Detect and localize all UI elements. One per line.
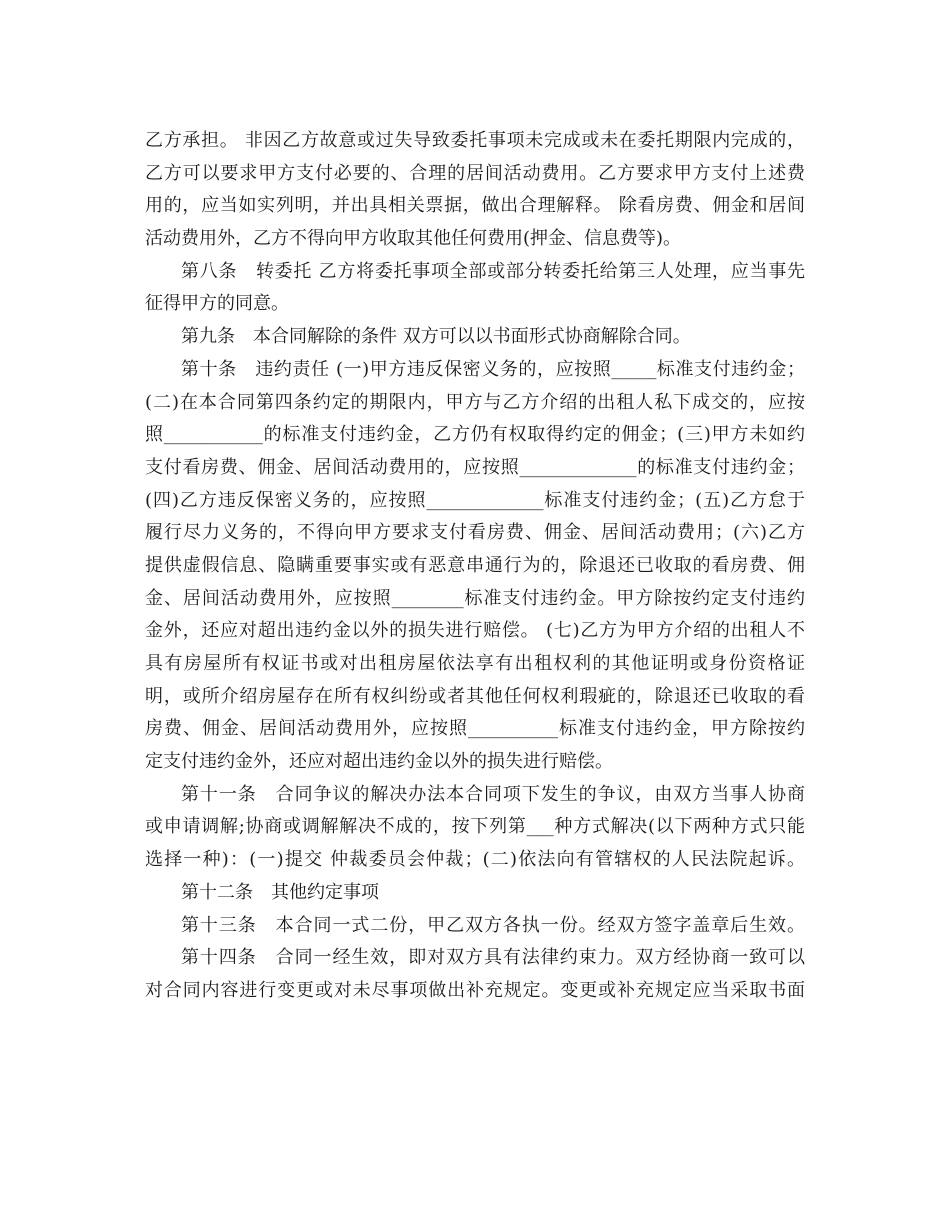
contract-text-line: 活动费用外，乙方不得向甲方收取其他任何费用(押金、信息费等)。 <box>145 228 682 250</box>
contract-text-line: 征得甲方的同意。 <box>145 293 289 315</box>
contract-text-line: 用的，应当如实列明，并出具相关票据，做出合理解释。 除看房费、佣金和居间 <box>145 195 805 217</box>
contract-text-line: 第十二条 其他约定事项 <box>181 881 379 903</box>
contract-text-line: 支付看房费、佣金、居间活动费用的，应按照_____________的标准支付违约金； <box>145 456 805 478</box>
contract-text-line: 金、居间活动费用外，应按照________标准支付违约金。甲方除按约定支付违约 <box>145 587 805 609</box>
contract-text-line: 乙方可以要求甲方支付必要的、合理的居间活动费用。乙方要求甲方支付上述费 <box>145 162 805 184</box>
contract-text-line: (二)在本合同第四条约定的期限内，甲方与乙方介绍的出租人私下成交的，应按 <box>145 391 805 413</box>
contract-text-line: 第九条 本合同解除的条件 双方可以以书面形式协商解除合同。 <box>181 326 691 348</box>
contract-text-line: 或申请调解;协商或调解解决不成的，按下列第___种方式解决(以下两种方式只能 <box>145 816 805 838</box>
contract-text-line: 第八条 转委托 乙方将委托事项全部或部分转委托给第三人处理，应当事先 <box>181 260 805 282</box>
contract-text-line: 第十三条 本合同一式二份，甲乙双方各执一份。经双方签字盖章后生效。 <box>181 914 805 936</box>
contract-text-line: 提供虚假信息、隐瞒重要事实或有恶意串通行为的，除退还已收取的看房费、佣 <box>145 554 805 576</box>
contract-text-line: 定支付违约金外，还应对超出违约金以外的损失进行赔偿。 <box>145 751 613 773</box>
contract-text-line: 明，或所介绍房屋存在所有权纠纷或者其他任何权利瑕疵的，除退还已收取的看 <box>145 685 805 707</box>
contract-text-line: 乙方承担。 非因乙方故意或过失导致委托事项未完成或未在委托期限内完成的， <box>145 130 805 151</box>
contract-text-line: 第十条 违约责任 (一)甲方违反保密义务的，应按照_____标准支付违约金； <box>181 358 805 380</box>
contract-text-line: 金外，还应对超出违约金以外的损失进行赔偿。 (七)乙方为甲方介绍的出租人不 <box>145 620 805 642</box>
contract-text-line: 第十一条 合同争议的解决办法本合同项下发生的争议，由双方当事人协商 <box>181 783 805 805</box>
contract-text-line: 对合同内容进行变更或对未尽事项做出补充规定。变更或补充规定应当采取书面 <box>145 979 805 1001</box>
contract-text-line: 履行尽力义务的，不得向甲方要求支付看房费、佣金、居间活动费用；(六)乙方 <box>145 522 805 544</box>
contract-text-line: 具有房屋所有权证书或对出租房屋依法享有出租权利的其他证明或身份资格证 <box>145 653 805 674</box>
contract-text-line: 照___________的标准支付违约金，乙方仍有权取得约定的佣金；(三)甲方未如约 <box>145 424 805 446</box>
contract-text-line: 第十四条 合同一经生效，即对双方具有法律约束力。双方经协商一致可以 <box>181 947 805 969</box>
contract-body-text <box>145 125 805 1008</box>
contract-text-line: 房费、佣金、居间活动费用外，应按照__________标准支付违约金，甲方除按约 <box>145 718 805 740</box>
contract-text-line: (四)乙方违反保密义务的，应按照_____________标准支付违约金；(五)乙方怠于 <box>145 489 805 511</box>
contract-text-line: 选择一种)：(一)提交 仲裁委员会仲裁；(二)依法向有管辖权的人民法院起诉。 <box>145 849 805 871</box>
